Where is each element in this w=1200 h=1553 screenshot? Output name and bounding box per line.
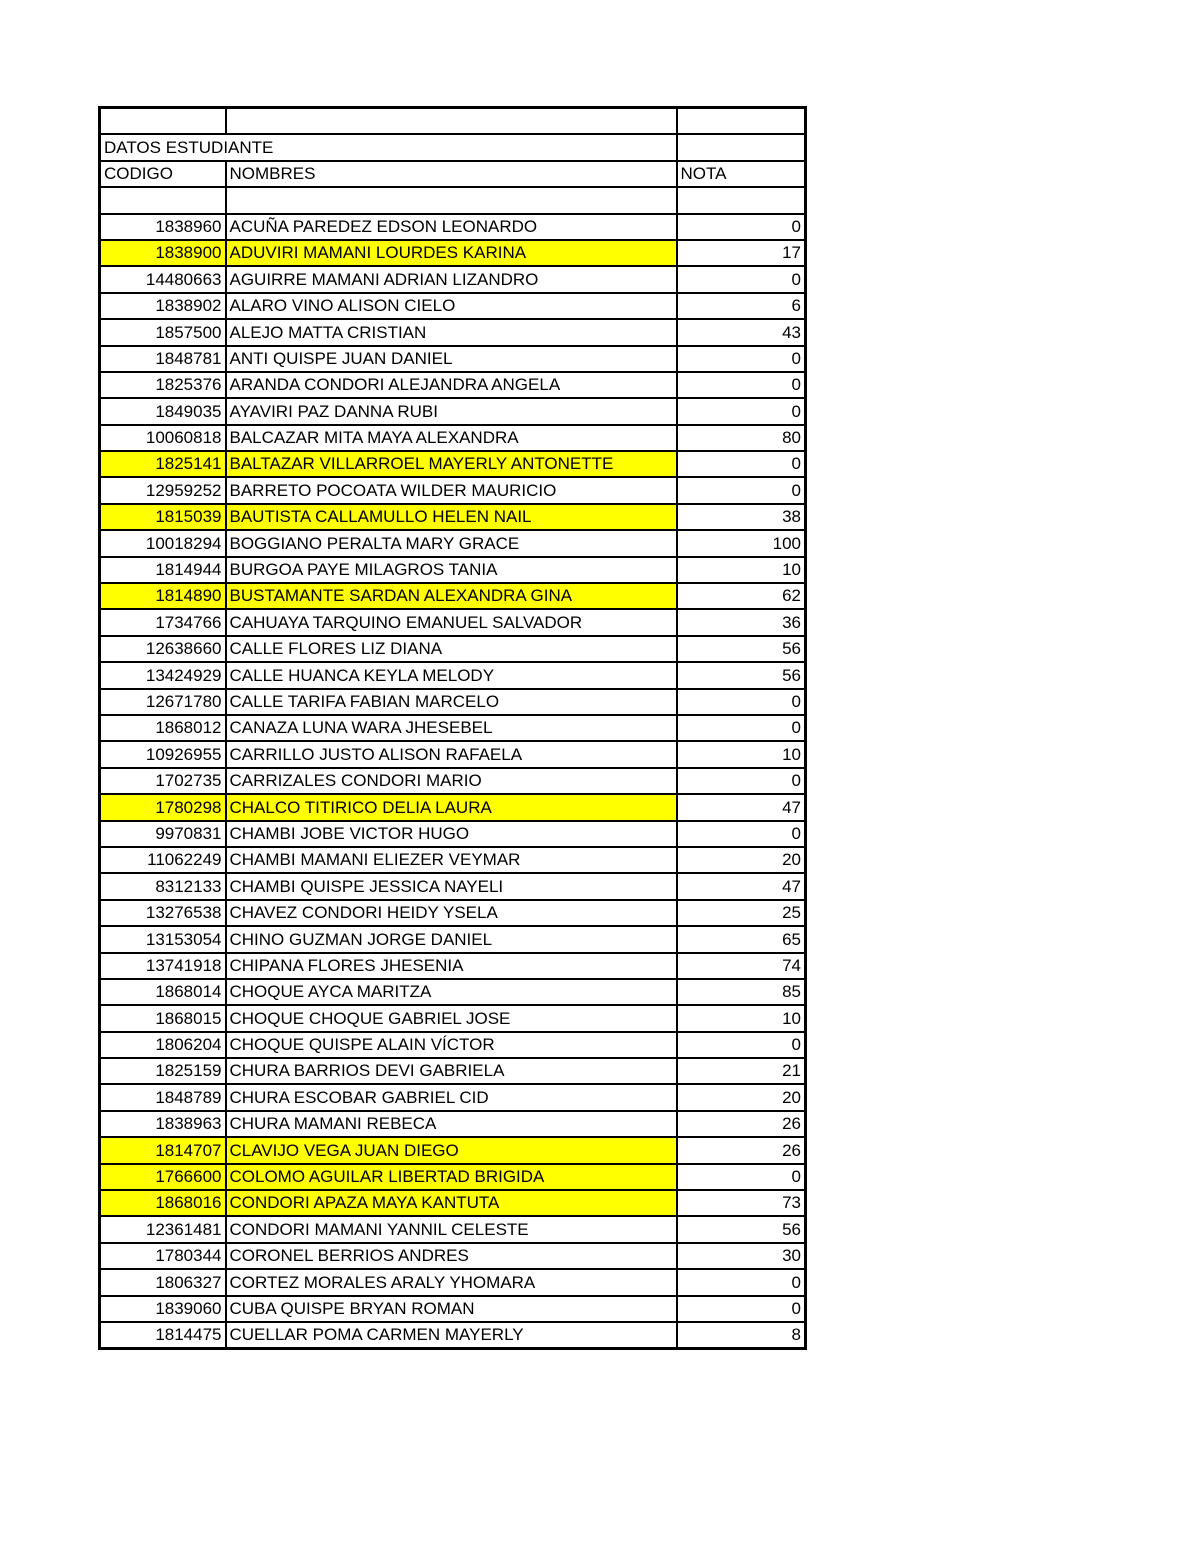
nombre-cell: CHALCO TITIRICO DELIA LAURA	[226, 794, 677, 820]
nota-cell: 0	[677, 689, 806, 715]
header-nota: NOTA	[677, 161, 806, 187]
table-row	[100, 1032, 806, 1058]
nota-cell: 56	[677, 636, 806, 662]
table-row	[100, 240, 806, 266]
nota-cell: 85	[677, 979, 806, 1005]
codigo-cell: 12959252	[100, 477, 226, 503]
nombre-cell: CHURA BARRIOS DEVI GABRIELA	[226, 1058, 677, 1084]
codigo-cell: 1780298	[100, 794, 226, 820]
table-row	[100, 477, 806, 503]
table-row	[100, 1269, 806, 1295]
codigo-cell: 1766600	[100, 1164, 226, 1190]
section-title-row	[100, 134, 806, 160]
table-row	[100, 530, 806, 556]
table-row	[100, 583, 806, 609]
table-row	[100, 451, 806, 477]
blank-cell	[677, 108, 806, 135]
codigo-cell: 1848789	[100, 1084, 226, 1110]
nota-cell: 0	[677, 451, 806, 477]
codigo-cell: 1838963	[100, 1111, 226, 1137]
nombre-cell: CARRILLO JUSTO ALISON RAFAELA	[226, 741, 677, 767]
table-row	[100, 266, 806, 292]
nombre-cell: CHINO GUZMAN JORGE DANIEL	[226, 926, 677, 952]
nota-cell: 0	[677, 715, 806, 741]
table-row	[100, 768, 806, 794]
codigo-cell: 1814475	[100, 1322, 226, 1349]
nota-cell: 73	[677, 1190, 806, 1216]
table-row	[100, 372, 806, 398]
nota-cell: 0	[677, 1296, 806, 1322]
table-row	[100, 662, 806, 688]
nombre-cell: CHURA MAMANI REBECA	[226, 1111, 677, 1137]
codigo-cell: 1734766	[100, 609, 226, 635]
codigo-cell: 1825141	[100, 451, 226, 477]
nota-cell: 0	[677, 398, 806, 424]
codigo-cell: 1868012	[100, 715, 226, 741]
nota-cell: 6	[677, 293, 806, 319]
nota-cell: 0	[677, 346, 806, 372]
table-row	[100, 346, 806, 372]
nota-cell: 56	[677, 662, 806, 688]
codigo-cell: 1857500	[100, 319, 226, 345]
nombre-cell: CORTEZ MORALES ARALY YHOMARA	[226, 1269, 677, 1295]
header-codigo: CODIGO	[100, 161, 226, 187]
nombre-cell: CALLE HUANCA KEYLA MELODY	[226, 662, 677, 688]
nombre-cell: COLOMO AGUILAR LIBERTAD BRIGIDA	[226, 1164, 677, 1190]
nota-cell: 25	[677, 900, 806, 926]
nombre-cell: AYAVIRI PAZ DANNA RUBI	[226, 398, 677, 424]
nota-cell: 0	[677, 477, 806, 503]
header-row	[100, 161, 806, 187]
nota-cell: 10	[677, 1005, 806, 1031]
table-row	[100, 1137, 806, 1163]
codigo-cell: 1814944	[100, 557, 226, 583]
nombre-cell: BALTAZAR VILLARROEL MAYERLY ANTONETTE	[226, 451, 677, 477]
codigo-cell: 12671780	[100, 689, 226, 715]
nombre-cell: BALCAZAR MITA MAYA ALEXANDRA	[226, 425, 677, 451]
codigo-cell: 1868014	[100, 979, 226, 1005]
blank-cell	[226, 187, 677, 213]
blank-cell	[100, 108, 226, 135]
nombre-cell: BOGGIANO PERALTA MARY GRACE	[226, 530, 677, 556]
table-row	[100, 557, 806, 583]
nota-cell: 26	[677, 1111, 806, 1137]
table-row	[100, 900, 806, 926]
nota-cell: 0	[677, 1032, 806, 1058]
nombre-cell: ADUVIRI MAMANI LOURDES KARINA	[226, 240, 677, 266]
nombre-cell: ANTI QUISPE JUAN DANIEL	[226, 346, 677, 372]
codigo-cell: 1825159	[100, 1058, 226, 1084]
codigo-cell: 13276538	[100, 900, 226, 926]
nombre-cell: CUELLAR POMA CARMEN MAYERLY	[226, 1322, 677, 1349]
table-row	[100, 398, 806, 424]
blank-cell	[677, 134, 806, 160]
nota-cell: 0	[677, 1269, 806, 1295]
blank-row	[100, 187, 806, 213]
nota-cell: 10	[677, 557, 806, 583]
nota-cell: 20	[677, 1084, 806, 1110]
nota-cell: 62	[677, 583, 806, 609]
nombre-cell: CHAMBI QUISPE JESSICA NAYELI	[226, 873, 677, 899]
header-nombres: NOMBRES	[226, 161, 677, 187]
table-row	[100, 319, 806, 345]
nota-cell: 65	[677, 926, 806, 952]
codigo-cell: 8312133	[100, 873, 226, 899]
table-row	[100, 953, 806, 979]
codigo-cell: 14480663	[100, 266, 226, 292]
nota-cell: 56	[677, 1216, 806, 1242]
codigo-cell: 13424929	[100, 662, 226, 688]
codigo-cell: 1780344	[100, 1243, 226, 1269]
codigo-cell: 1849035	[100, 398, 226, 424]
nombre-cell: BUSTAMANTE SARDAN ALEXANDRA GINA	[226, 583, 677, 609]
codigo-cell: 1838900	[100, 240, 226, 266]
nombre-cell: CALLE FLORES LIZ DIANA	[226, 636, 677, 662]
nota-cell: 80	[677, 425, 806, 451]
table-row	[100, 1111, 806, 1137]
table-row	[100, 214, 806, 240]
table-row	[100, 636, 806, 662]
nota-cell: 10	[677, 741, 806, 767]
nombre-cell: CAHUAYA TARQUINO EMANUEL SALVADOR	[226, 609, 677, 635]
table-row	[100, 425, 806, 451]
nota-cell: 26	[677, 1137, 806, 1163]
table-row	[100, 1084, 806, 1110]
nombre-cell: CHAMBI JOBE VICTOR HUGO	[226, 821, 677, 847]
table-row	[100, 715, 806, 741]
codigo-cell: 1868016	[100, 1190, 226, 1216]
nombre-cell: CHOQUE CHOQUE GABRIEL JOSE	[226, 1005, 677, 1031]
nota-cell: 0	[677, 266, 806, 292]
nombre-cell: CHURA ESCOBAR GABRIEL CID	[226, 1084, 677, 1110]
nombre-cell: ARANDA CONDORI ALEJANDRA ANGELA	[226, 372, 677, 398]
table-row	[100, 1296, 806, 1322]
nombre-cell: CUBA QUISPE BRYAN ROMAN	[226, 1296, 677, 1322]
nota-cell: 0	[677, 768, 806, 794]
codigo-cell: 1838960	[100, 214, 226, 240]
codigo-cell: 12638660	[100, 636, 226, 662]
nombre-cell: CALLE TARIFA FABIAN MARCELO	[226, 689, 677, 715]
nota-cell: 0	[677, 372, 806, 398]
nota-cell: 0	[677, 1164, 806, 1190]
codigo-cell: 9970831	[100, 821, 226, 847]
codigo-cell: 1868015	[100, 1005, 226, 1031]
blank-cell	[226, 108, 677, 135]
blank-row-top	[100, 108, 806, 135]
table-row	[100, 1216, 806, 1242]
student-grades-sheet	[98, 106, 804, 1350]
nota-cell: 100	[677, 530, 806, 556]
table-row	[100, 741, 806, 767]
nombre-cell: ACUÑA PAREDEZ EDSON LEONARDO	[226, 214, 677, 240]
nombre-cell: AGUIRRE MAMANI ADRIAN LIZANDRO	[226, 266, 677, 292]
table-row	[100, 1005, 806, 1031]
nota-cell: 47	[677, 873, 806, 899]
nombre-cell: CANAZA LUNA WARA JHESEBEL	[226, 715, 677, 741]
blank-cell	[677, 187, 806, 213]
table-row	[100, 821, 806, 847]
codigo-cell: 13741918	[100, 953, 226, 979]
codigo-cell: 13153054	[100, 926, 226, 952]
codigo-cell: 11062249	[100, 847, 226, 873]
nombre-cell: BAUTISTA CALLAMULLO HELEN NAIL	[226, 504, 677, 530]
nombre-cell: CORONEL BERRIOS ANDRES	[226, 1243, 677, 1269]
codigo-cell: 10926955	[100, 741, 226, 767]
codigo-cell: 12361481	[100, 1216, 226, 1242]
table-row	[100, 979, 806, 1005]
table-row	[100, 1190, 806, 1216]
nombre-cell: CHOQUE AYCA MARITZA	[226, 979, 677, 1005]
nota-cell: 17	[677, 240, 806, 266]
table-row	[100, 1322, 806, 1349]
table-row	[100, 1164, 806, 1190]
table-row	[100, 293, 806, 319]
nombre-cell: CHAMBI MAMANI ELIEZER VEYMAR	[226, 847, 677, 873]
grades-table	[98, 106, 807, 1350]
nombre-cell: ALEJO MATTA CRISTIAN	[226, 319, 677, 345]
nombre-cell: CONDORI APAZA MAYA KANTUTA	[226, 1190, 677, 1216]
table-row	[100, 504, 806, 530]
codigo-cell: 1806327	[100, 1269, 226, 1295]
table-row	[100, 847, 806, 873]
nombre-cell: BARRETO POCOATA WILDER MAURICIO	[226, 477, 677, 503]
nombre-cell: CONDORI MAMANI YANNIL CELESTE	[226, 1216, 677, 1242]
codigo-cell: 1702735	[100, 768, 226, 794]
codigo-cell: 1839060	[100, 1296, 226, 1322]
nombre-cell: CHAVEZ CONDORI HEIDY YSELA	[226, 900, 677, 926]
codigo-cell: 1814890	[100, 583, 226, 609]
table-row	[100, 873, 806, 899]
nota-cell: 74	[677, 953, 806, 979]
codigo-cell: 1825376	[100, 372, 226, 398]
nota-cell: 47	[677, 794, 806, 820]
codigo-cell: 1814707	[100, 1137, 226, 1163]
table-row	[100, 926, 806, 952]
blank-cell	[100, 187, 226, 213]
nombre-cell: ALARO VINO ALISON CIELO	[226, 293, 677, 319]
nota-cell: 0	[677, 214, 806, 240]
section-title: DATOS ESTUDIANTE	[100, 134, 677, 160]
nombre-cell: CHOQUE QUISPE ALAIN VÍCTOR	[226, 1032, 677, 1058]
codigo-cell: 10060818	[100, 425, 226, 451]
codigo-cell: 1806204	[100, 1032, 226, 1058]
nota-cell: 21	[677, 1058, 806, 1084]
nombre-cell: BURGOA PAYE MILAGROS TANIA	[226, 557, 677, 583]
nota-cell: 20	[677, 847, 806, 873]
nombre-cell: CARRIZALES CONDORI MARIO	[226, 768, 677, 794]
table-row	[100, 689, 806, 715]
nota-cell: 43	[677, 319, 806, 345]
table-row	[100, 794, 806, 820]
grades-table-body	[100, 108, 806, 1349]
nota-cell: 30	[677, 1243, 806, 1269]
table-row	[100, 609, 806, 635]
nombre-cell: CHIPANA FLORES JHESENIA	[226, 953, 677, 979]
nota-cell: 36	[677, 609, 806, 635]
codigo-cell: 10018294	[100, 530, 226, 556]
nota-cell: 8	[677, 1322, 806, 1349]
nota-cell: 0	[677, 821, 806, 847]
codigo-cell: 1815039	[100, 504, 226, 530]
nota-cell: 38	[677, 504, 806, 530]
table-row	[100, 1243, 806, 1269]
codigo-cell: 1838902	[100, 293, 226, 319]
codigo-cell: 1848781	[100, 346, 226, 372]
nombre-cell: CLAVIJO VEGA JUAN DIEGO	[226, 1137, 677, 1163]
table-row	[100, 1058, 806, 1084]
